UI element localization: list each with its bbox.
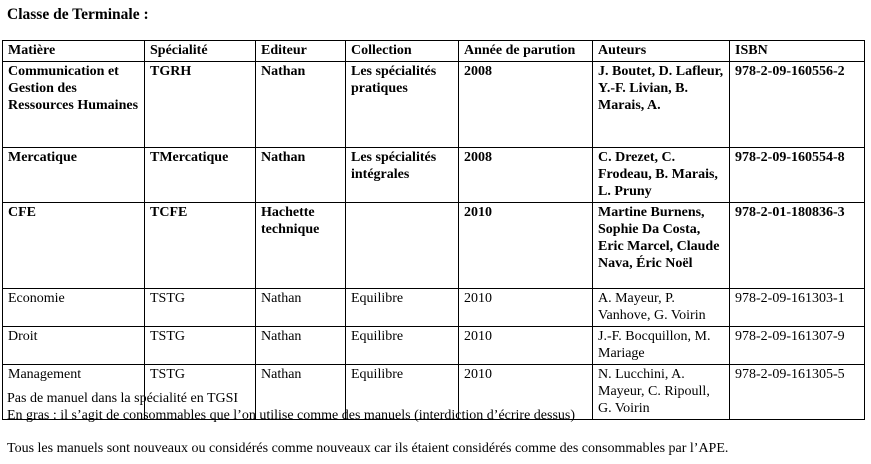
header-matiere: Matière	[3, 41, 145, 62]
cell-isbn: 978-2-09-161305-5	[730, 365, 865, 420]
table-row	[3, 327, 865, 365]
cell-editeur: Nathan	[256, 365, 346, 420]
table-row	[3, 148, 865, 203]
books-table	[2, 40, 865, 420]
cell-matiere: Management	[3, 365, 145, 420]
cell-annee: 2010	[459, 289, 593, 327]
header-editeur: Editeur	[256, 41, 346, 62]
cell-specialite: TMercatique	[145, 148, 256, 203]
cell-isbn: 978-2-09-160554-8	[730, 148, 865, 203]
header-collection: Collection	[346, 41, 459, 62]
notes-spacer	[7, 424, 728, 440]
note-no-manual-tgsi: Pas de manuel dans la spécialité en TGSI	[7, 391, 239, 406]
cell-auteurs: J.-F. Bocquillon, M. Mariage	[593, 327, 730, 365]
cell-specialite: TCFE	[145, 203, 256, 289]
cell-matiere: CFE	[3, 203, 145, 289]
cell-auteurs: Martine Burnens, Sophie Da Costa, Eric Marcel, Claude Nava, Éric Noël	[593, 203, 730, 289]
cell-annee: 2010	[459, 327, 593, 365]
cell-isbn: 978-2-09-161303-1	[730, 289, 865, 327]
cell-matiere: Communication et Gestion des Ressources Humaines	[3, 62, 145, 148]
cell-annee: 2010	[459, 203, 593, 289]
note-all-new: Tous les manuels sont nouveaux ou considérés comme nouveaux car ils étaient considérés comme des consommables par l’APE.	[7, 441, 729, 456]
notes	[7, 390, 728, 457]
cell-collection: Les spécialités intégrales	[346, 148, 459, 203]
note-bold-explanation: En gras : il s’agit de consommables que l’on utilise comme des manuels (interdiction d’écrire dessus)	[7, 408, 576, 423]
cell-annee: 2008	[459, 62, 593, 148]
cell-isbn: 978-2-09-160556-2	[730, 62, 865, 148]
cell-specialite: TSTG	[145, 289, 256, 327]
cell-auteurs: A. Mayeur, P. Vanhove, G. Voirin	[593, 289, 730, 327]
cell-editeur: Nathan	[256, 327, 346, 365]
cell-editeur: Nathan	[256, 148, 346, 203]
header-specialite: Spécialité	[145, 41, 256, 62]
table-row	[3, 289, 865, 327]
cell-collection	[346, 203, 459, 289]
cell-editeur: Nathan	[256, 289, 346, 327]
cell-matiere: Droit	[3, 327, 145, 365]
header-isbn: ISBN	[730, 41, 865, 62]
header-annee: Année de parution	[459, 41, 593, 62]
cell-auteurs: J. Boutet, D. Lafleur, Y.-F. Livian, B. Marais, A.	[593, 62, 730, 148]
cell-annee: 2010	[459, 365, 593, 420]
cell-annee: 2008	[459, 148, 593, 203]
cell-isbn: 978-2-01-180836-3	[730, 203, 865, 289]
cell-collection: Equilibre	[346, 289, 459, 327]
cell-isbn: 978-2-09-161307-9	[730, 327, 865, 365]
cell-collection: Equilibre	[346, 327, 459, 365]
header-auteurs: Auteurs	[593, 41, 730, 62]
cell-auteurs: N. Lucchini, A. Mayeur, C. Ripoull, G. Voirin	[593, 365, 730, 420]
cell-specialite: TSTG	[145, 365, 256, 420]
cell-collection: Equilibre	[346, 365, 459, 420]
cell-editeur: Hachette technique	[256, 203, 346, 289]
table-row	[3, 62, 865, 148]
table-row	[3, 203, 865, 289]
cell-auteurs: C. Drezet, C. Frodeau, B. Marais, L. Pruny	[593, 148, 730, 203]
cell-specialite: TSTG	[145, 327, 256, 365]
cell-matiere: Economie	[3, 289, 145, 327]
cell-matiere: Mercatique	[3, 148, 145, 203]
page-title: Classe de Terminale :	[7, 6, 149, 23]
cell-specialite: TGRH	[145, 62, 256, 148]
table-header-row	[3, 41, 865, 62]
cell-editeur: Nathan	[256, 62, 346, 148]
cell-collection: Les spécialités pratiques	[346, 62, 459, 148]
